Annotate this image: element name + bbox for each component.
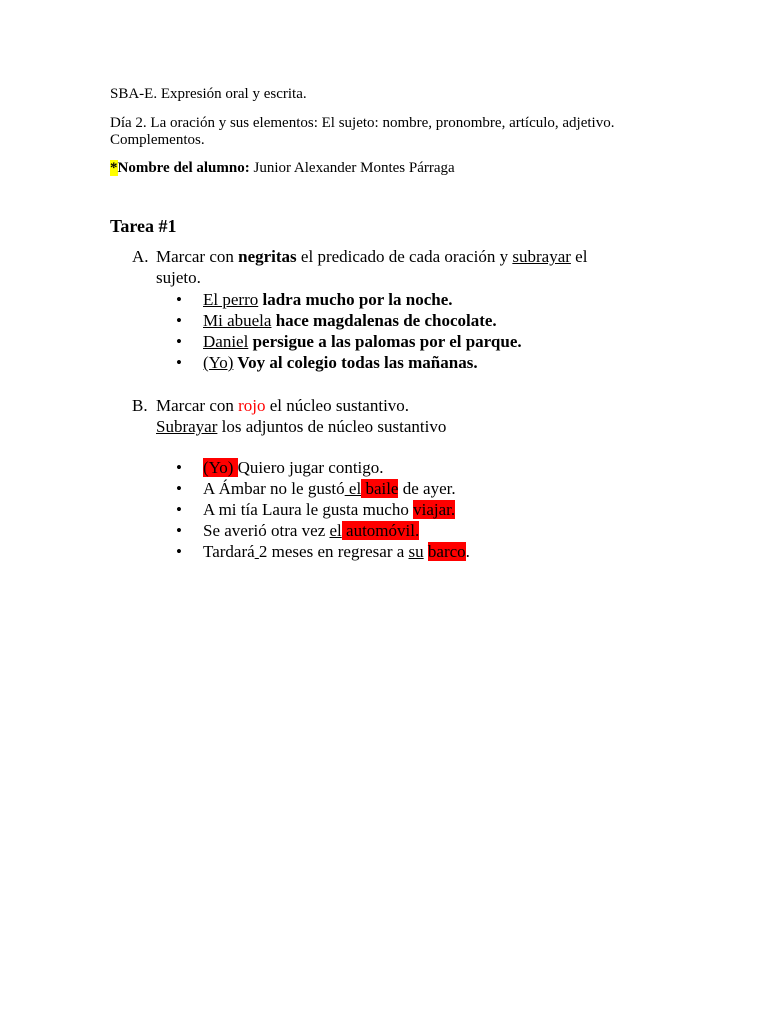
day-topic: Día 2. La oración y sus elementos: El sujeto: nombre, pronombre, artículo, adjetivo. Complementos.	[110, 115, 615, 148]
bullet-dot: •	[176, 311, 182, 330]
section-a-instruction	[156, 246, 626, 288]
student-line	[110, 160, 455, 177]
highlighted-noun: (Yo)	[203, 458, 238, 477]
student-name: Junior Alexander Montes Párraga	[249, 160, 455, 176]
instr-b-part: el núcleo sustantivo.	[265, 396, 410, 415]
sentence-predicate: ladra mucho por la noche.	[258, 290, 453, 309]
sentence-predicate: persigue a las palomas por el parque.	[248, 332, 522, 351]
instr-b-part: Marcar con	[156, 396, 239, 415]
sentence-segment: Se averió otra vez	[203, 521, 330, 540]
instr-a-part: el sujeto.	[156, 247, 588, 287]
section-b	[110, 395, 670, 439]
sentence-subject: El perro	[203, 290, 259, 309]
section-b-instruction	[156, 395, 626, 437]
instr-b-part: los adjuntos de núcleo sustantivo	[217, 417, 447, 436]
sentence-predicate: hace magdalenas de chocolate.	[271, 311, 497, 330]
bullet-dot: •	[176, 332, 182, 351]
sentence-subject: Mi abuela	[203, 311, 272, 330]
sentence-segment: A mi tía Laura le gusta mucho	[203, 500, 414, 519]
bullet-dot: •	[176, 353, 182, 372]
student-label: Nombre del alumno:	[117, 160, 250, 176]
bullet-dot: •	[176, 479, 182, 498]
instr-a-bold: negritas	[238, 247, 297, 266]
highlighted-noun: barco	[427, 542, 466, 561]
course-title: SBA-E. Expresión oral y escrita.	[110, 86, 307, 102]
highlighted-noun: viajar.	[413, 500, 456, 519]
sentence-text	[203, 499, 455, 520]
sentence-text	[203, 478, 456, 499]
section-a	[110, 246, 670, 290]
instr-a-underline: subrayar	[512, 247, 571, 266]
highlighted-noun: baile	[361, 479, 399, 498]
sentence-predicate: Voy al colegio todas las mañanas.	[233, 353, 478, 372]
sentence-segment: .	[465, 542, 470, 561]
sentence-segment: de ayer.	[398, 479, 456, 498]
section-b-letter: B.	[132, 396, 148, 415]
underlined-adjunct: su	[408, 542, 424, 561]
bullet-dot: •	[176, 458, 182, 477]
section-a-letter: A.	[132, 247, 149, 266]
sentence-segment: Quiero jugar contigo.	[237, 458, 384, 477]
instr-b-red: rojo	[238, 396, 266, 415]
sentence-segment: A Ámbar no le gustó	[203, 479, 345, 498]
sentence-text	[203, 520, 419, 541]
bullet-dot: •	[176, 290, 182, 309]
bullet-dot: •	[176, 542, 182, 561]
bullet-dot: •	[176, 500, 182, 519]
task-title: Tarea #1	[110, 216, 177, 236]
sentence-subject: Daniel	[203, 332, 249, 351]
instr-a-part: Marcar con	[156, 247, 239, 266]
sentence-segment: 2 meses en regresar a	[258, 542, 409, 561]
sentence-text	[203, 457, 384, 478]
underlined-adjunct: el	[344, 479, 362, 498]
sentence-subject: (Yo)	[203, 353, 234, 372]
underlined-adjunct: el	[329, 521, 342, 540]
highlighted-noun: automóvil.	[341, 521, 420, 540]
sentence-text	[203, 541, 470, 562]
sentence-segment: Tardará	[203, 542, 255, 561]
student-asterisk: *	[110, 160, 118, 176]
bullet-dot: •	[176, 521, 182, 540]
instr-b-underline: Subrayar	[156, 417, 218, 436]
instr-a-part: el predicado de cada oración y	[296, 247, 513, 266]
